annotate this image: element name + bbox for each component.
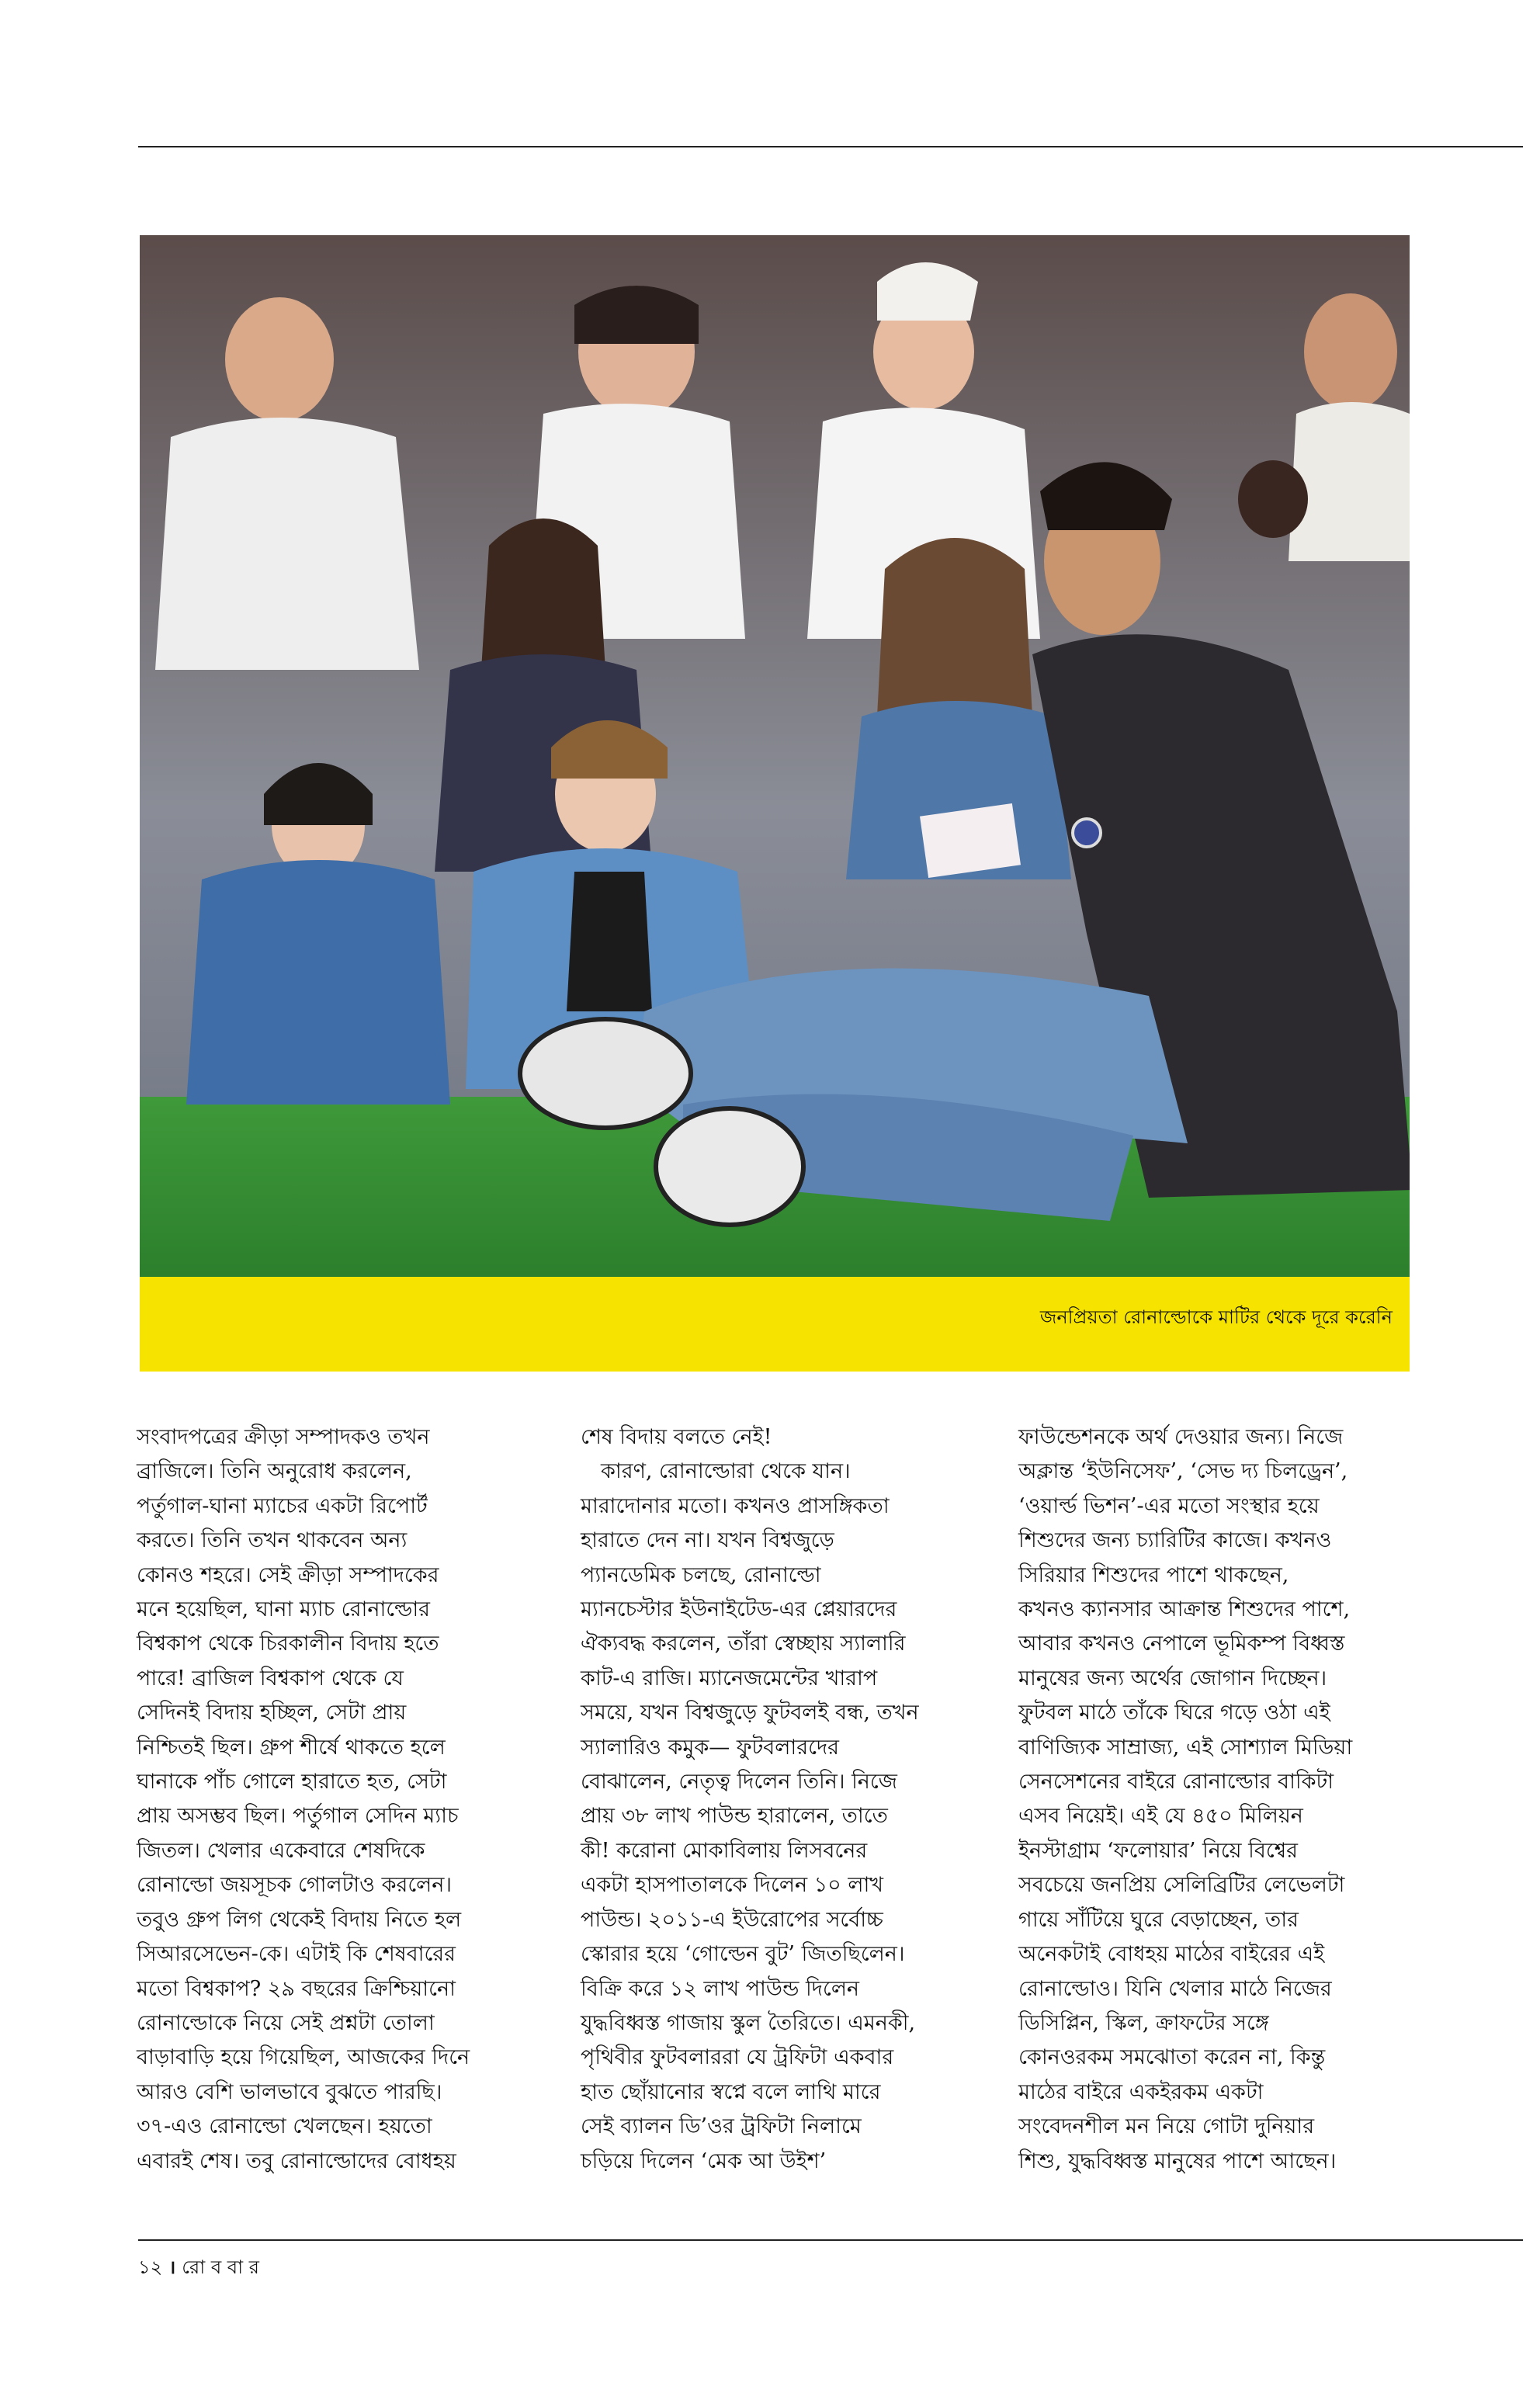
text-line: মাঠের বাইরে একইরকম একটা: [1018, 2079, 1264, 2104]
text-line: এবারই শেষ। তবু রোনাল্ডোদের বোধহয়: [137, 2148, 456, 2173]
text-line: ম্যানচেস্টার ইউনাইটেড-এর প্লেয়ারদের: [581, 1597, 897, 1622]
photo-caption: জনপ্রিয়তা রোনাল্ডোকে মাটির থেকে দূরে করেনি: [1039, 1306, 1393, 1328]
text-line: ইনস্টাগ্রাম ‘ফলোয়ার’ নিয়ে বিশ্বের: [1018, 1838, 1299, 1863]
text-line: সিরিয়ার শিশুদের পাশে থাকছেন,: [1018, 1562, 1289, 1587]
text-line: সময়ে, যখন বিশ্বজুড়ে ফুটবলই বন্ধ, তখন: [581, 1701, 919, 1725]
text-column-3: [1018, 1420, 1406, 2179]
text-line: পৃথিবীর ফুটবলাররা যে ট্রফিটা একবার: [581, 2045, 894, 2070]
text-line: ৩৭-এও রোনাল্ডো খেলছেন। হয়তো: [137, 2114, 432, 2139]
text-line: ডিসিপ্লিন, স্কিল, ক্রাফটের সঙ্গে: [1018, 2010, 1269, 2035]
text-line: মারাদোনার মতো। কখনও প্রাসঙ্গিকতা: [581, 1493, 890, 1518]
text-line: গায়ে সাঁটিয়ে ঘুরে বেড়াচ্ছেন, তার: [1018, 1907, 1299, 1932]
text-line: সবচেয়ে জনপ্রিয় সেলিব্রিটির লেভেলটা: [1018, 1873, 1345, 1898]
text-line: কোনওরকম সমঝোতা করেন না, কিন্তু: [1018, 2045, 1326, 2070]
footer-separator: ।: [168, 2256, 176, 2278]
page-footer: [138, 2253, 259, 2284]
text-line: এসব নিয়েই। এই যে ৪৫০ মিলিয়ন: [1018, 1804, 1303, 1829]
text-line: সংবেদনশীল মন নিয়ে গোটা দুনিয়ার: [1018, 2114, 1315, 2139]
text-line: আবার কখনও নেপালে ভূমিকম্প বিধ্বস্ত: [1018, 1632, 1345, 1656]
text-line: ফুটবল মাঠে তাঁকে ঘিরে গড়ে ওঠা এই: [1018, 1701, 1330, 1725]
text-line: পর্তুগাল-ঘানা ম্যাচের একটা রিপোর্ট: [137, 1493, 428, 1518]
text-line: রোনাল্ডোও। যিনি খেলার মাঠে নিজের: [1018, 1976, 1332, 2001]
text-line: কাট-এ রাজি। ম্যানেজমেন্টের খারাপ: [581, 1666, 878, 1691]
text-line: রোনাল্ডোকে নিয়ে সেই প্রশ্নটা তোলা: [137, 2010, 435, 2035]
text-line: মতো বিশ্বকাপ? ২৯ বছরের ক্রিশ্চিয়ানো: [137, 1976, 456, 2001]
text-line: মানুষের জন্য অর্থের জোগান দিচ্ছেন।: [1018, 1666, 1327, 1691]
text-line: প্যানডেমিক চলছে, রোনাল্ডো: [581, 1562, 821, 1587]
text-line: অক্লান্ত ‘ইউনিসেফ’, ‘সেভ দ্য চিলড্রেন’,: [1018, 1459, 1348, 1484]
text-line: সংবাদপত্রের ক্রীড়া সম্পাদকও তখন: [137, 1425, 430, 1449]
text-line: শেষ বিদায় বলতে নেই!: [581, 1425, 772, 1449]
text-line: তবুও গ্রুপ লিগ থেকেই বিদায় নিতে হল: [137, 1907, 462, 1932]
text-line: অনেকটাই বোধহয় মাঠের বাইরের এই: [1018, 1942, 1325, 1967]
text-line: বিক্রি করে ১২ লাখ পাউন্ড দিলেন: [581, 1976, 860, 2001]
text-line: আরও বেশি ভালভাবে বুঝতে পারছি।: [137, 2079, 442, 2104]
text-line: নিশ্চিতই ছিল। গ্রুপ শীর্ষে থাকতে হলে: [137, 1735, 446, 1760]
text-line: পাউন্ড। ২০১১-এ ইউরোপের সর্বোচ্চ: [581, 1907, 883, 1932]
text-line: যুদ্ধবিধ্বস্ত গাজায় স্কুল তৈরিতে। এমনকী,: [581, 2010, 916, 2035]
text-line: ‘ওয়ার্ল্ড ভিশন’-এর মতো সংস্থার হয়ে: [1018, 1493, 1320, 1518]
feature-photo: [140, 235, 1410, 1277]
top-rule: [138, 146, 1523, 147]
text-line: বাণিজ্যিক সাম্রাজ্য, এই সোশ্যাল মিডিয়া: [1018, 1735, 1353, 1760]
bottom-rule: [138, 2239, 1523, 2241]
text-line: মনে হয়েছিল, ঘানা ম্যাচ রোনাল্ডোর: [137, 1597, 431, 1622]
text-line: ফাউন্ডেশনকে অর্থ দেওয়ার জন্য। নিজে: [1018, 1425, 1344, 1449]
text-line: ব্রাজিলে। তিনি অনুরোধ করলেন,: [137, 1459, 412, 1484]
text-line: হারাতে দেন না। যখন বিশ্বজুড়ে: [581, 1528, 834, 1553]
text-line: সেদিনই বিদায় হচ্ছিল, সেটা প্রায়: [137, 1701, 407, 1725]
text-line: পারে! ব্রাজিল বিশ্বকাপ থেকে যে: [137, 1666, 404, 1691]
text-line: শিশু, যুদ্ধবিধ্বস্ত মানুষের পাশে আছেন।: [1018, 2148, 1337, 2173]
text-line: কী! করোনা মোকাবিলায় লিসবনের: [581, 1838, 868, 1863]
text-line: কারণ, রোনাল্ডোরা থেকে যান।: [601, 1459, 851, 1484]
text-line: রোনাল্ডো জয়সূচক গোলটাও করলেন।: [137, 1873, 453, 1898]
text-line: ঐক্যবদ্ধ করলেন, তাঁরা স্বেচ্ছায় স্যালারি: [581, 1632, 906, 1656]
text-column-2: [581, 1420, 969, 2179]
text-line: বাড়াবাড়ি হয়ে গিয়েছিল, আজকের দিনে: [137, 2045, 470, 2070]
text-line: বোঝালেন, নেতৃত্ব দিলেন তিনি। নিজে: [581, 1770, 897, 1795]
text-line: ঘানাকে পাঁচ গোলে হারাতে হত, সেটা: [137, 1770, 447, 1795]
publication-name: রো ব বা র: [182, 2256, 259, 2278]
text-line: চড়িয়ে দিলেন ‘মেক আ উইশ’: [581, 2148, 827, 2173]
photo-children-with-footballer-icon: [140, 235, 1410, 1277]
text-line: শিশুদের জন্য চ্যারিটির কাজে। কখনও: [1018, 1528, 1332, 1553]
text-line: সেনসেশনের বাইরে রোনাল্ডোর বাকিটা: [1018, 1770, 1334, 1795]
text-line: কোনও শহরে। সেই ক্রীড়া সম্পাদকের: [137, 1562, 439, 1587]
text-line: করতে। তিনি তখন থাকবেন অন্য: [137, 1528, 408, 1553]
text-line: একটা হাসপাতালকে দিলেন ১০ লাখ: [581, 1873, 883, 1898]
text-line: জিতল। খেলার একেবারে শেষদিকে: [137, 1838, 425, 1863]
page-number: ১২: [138, 2256, 163, 2278]
text-line: স্যালারিও কমুক— ফুটবলারদের: [581, 1735, 839, 1760]
text-line: বিশ্বকাপ থেকে চিরকালীন বিদায় হতে: [137, 1632, 439, 1656]
text-line: সিআরসেভেন-কে। এটাই কি শেষবারের: [137, 1942, 456, 1967]
text-column-1: [137, 1420, 525, 2179]
text-line: সেই ব্যালন ডি’ওর ট্রফিটা নিলামে: [581, 2114, 862, 2139]
text-line: হাত ছোঁয়ানোর স্বপ্নে বলে লাথি মারে: [581, 2079, 881, 2104]
text-line: স্কোরার হয়ে ‘গোল্ডেন বুট’ জিতছিলেন।: [581, 1942, 905, 1967]
text-line: প্রায় ৩৮ লাখ পাউন্ড হারালেন, তাতে: [581, 1804, 888, 1829]
text-line: প্রায় অসম্ভব ছিল। পর্তুগাল সেদিন ম্যাচ: [137, 1804, 459, 1829]
text-line: কখনও ক্যানসার আক্রান্ত শিশুদের পাশে,: [1018, 1597, 1351, 1622]
